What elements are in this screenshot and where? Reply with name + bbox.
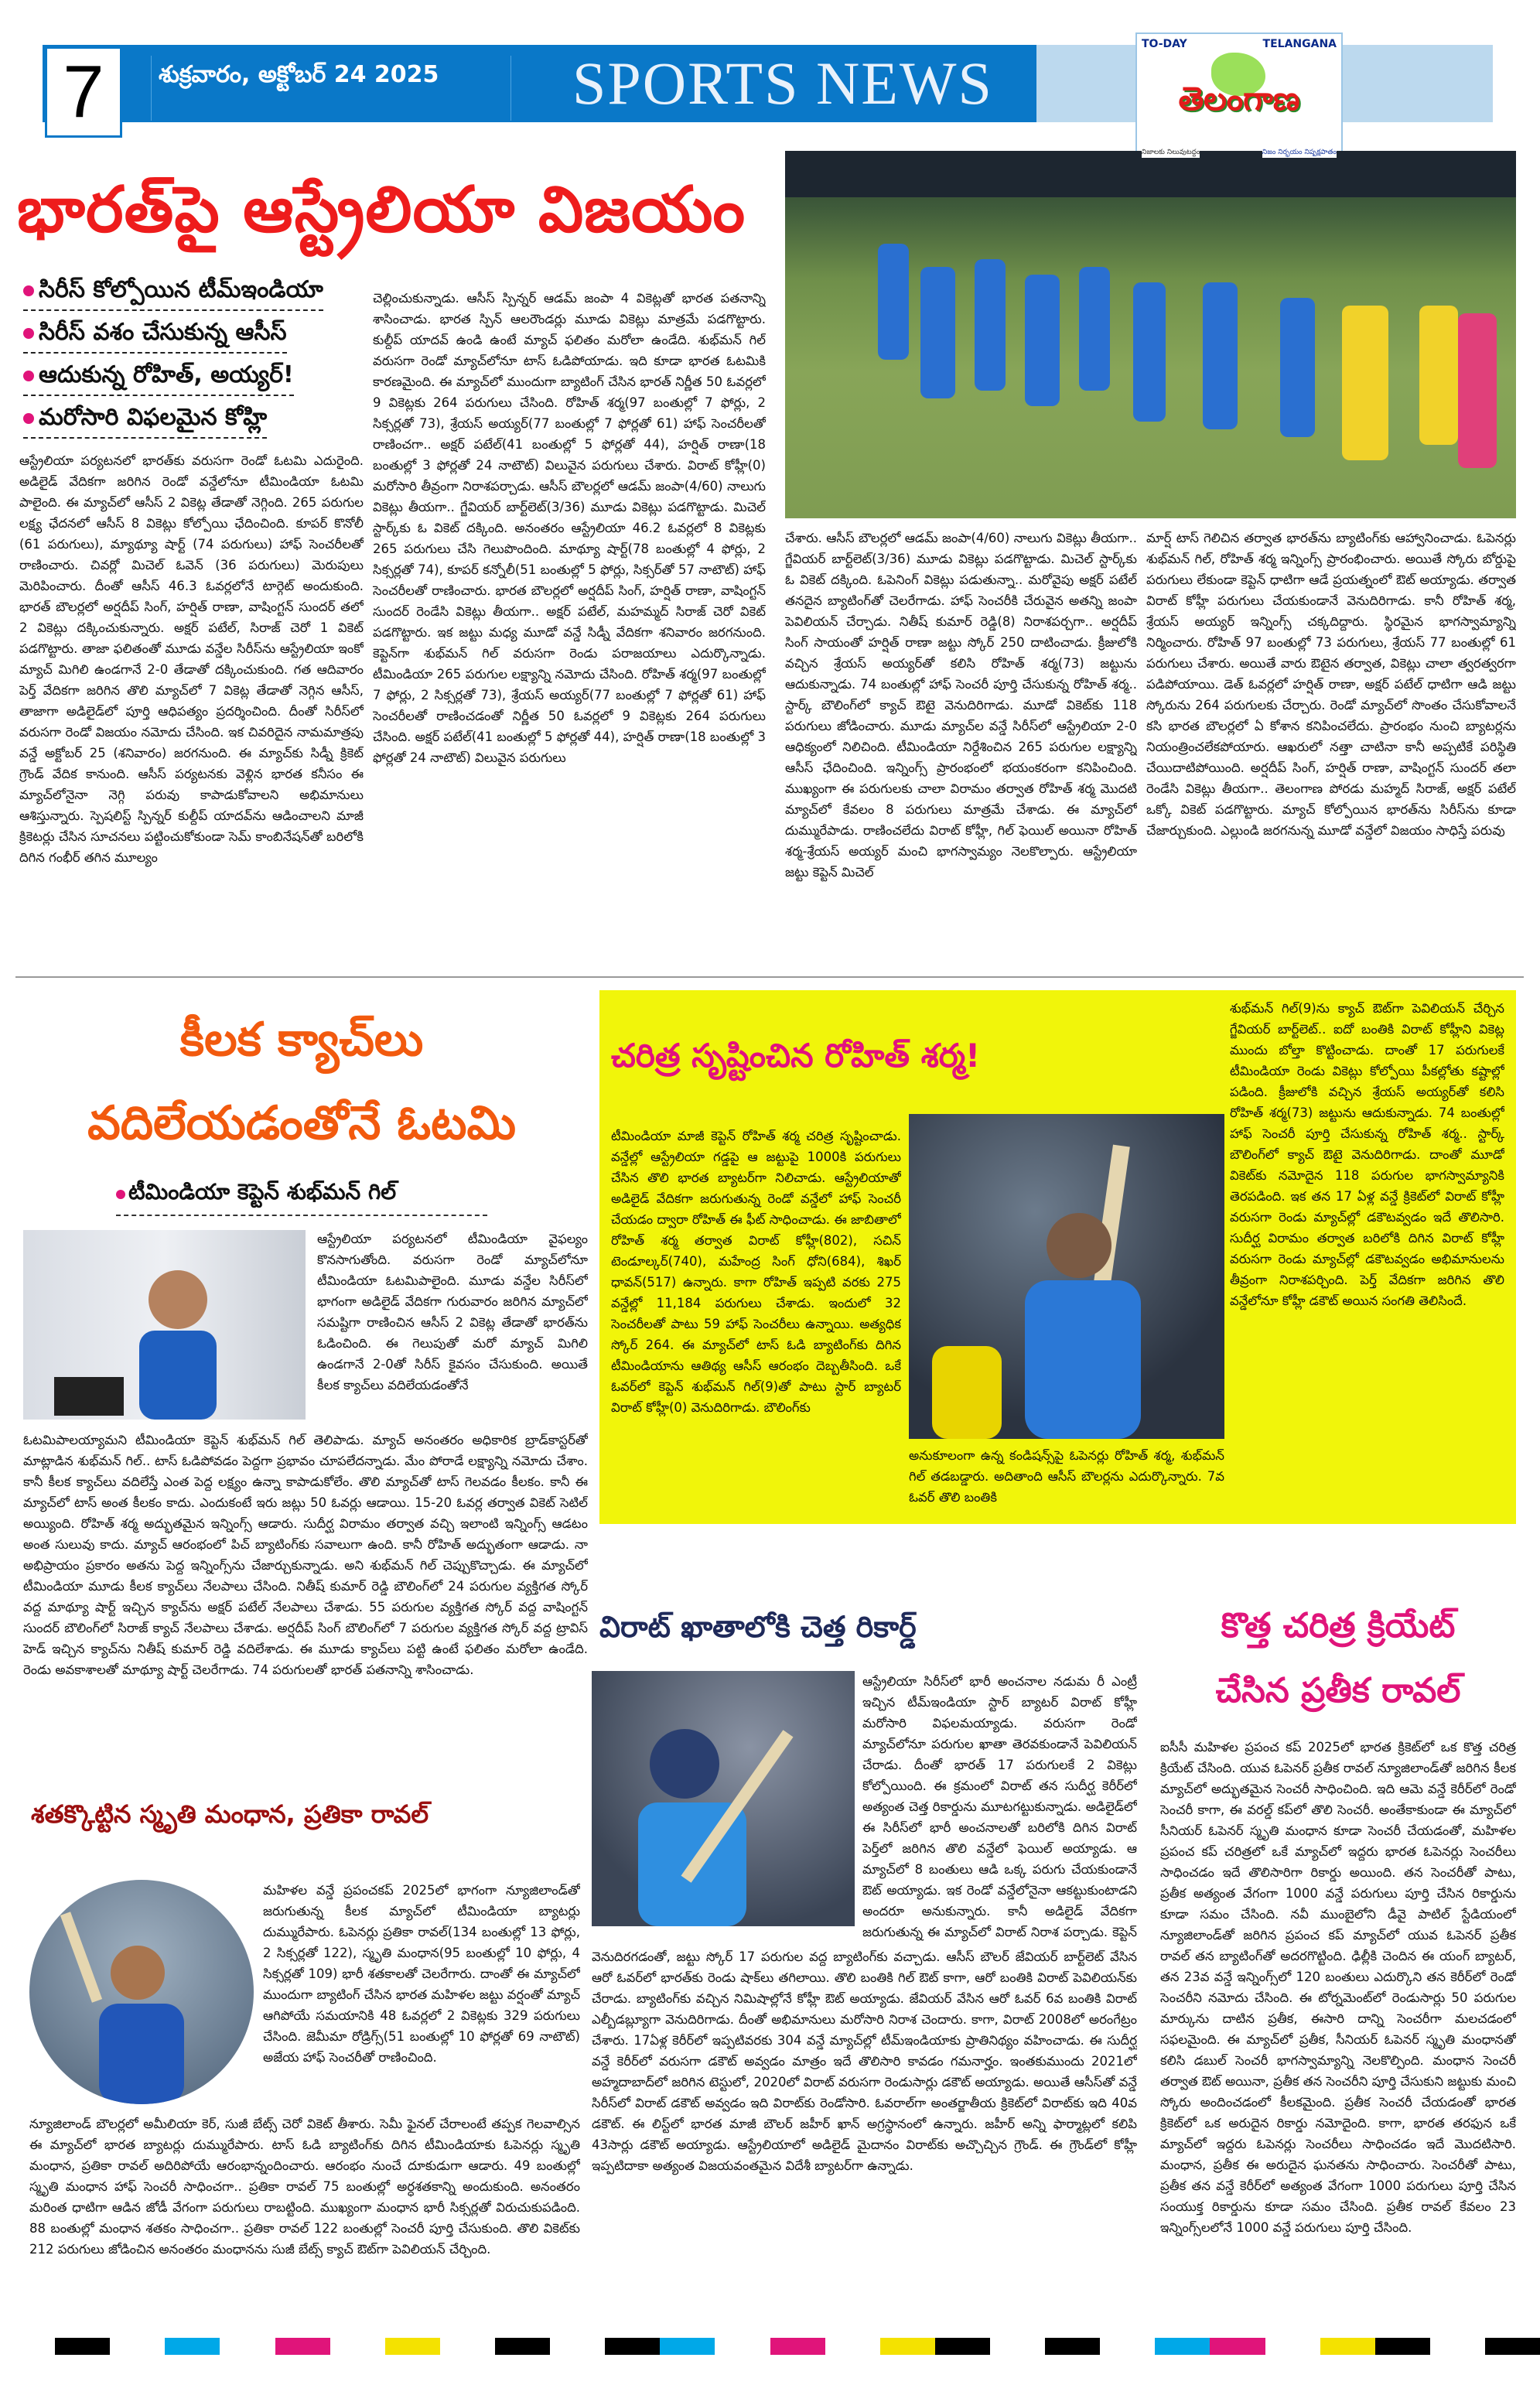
subhead-bullet: ఆదుకున్న రోహిత్, అయ్యర్! — [23, 360, 294, 396]
article-column: శుభ్‌మన్ గిల్(9)ను క్యాచ్ ఔట్‌గా పెవిలియన్ చేర్చిన గ్జేవియర్ బార్ట్‌లెట్.. ఐదో బంతికి విరాట్ కోహ్లీని వికెట్ల ముందు బోల్తా కొట్టించాడు. దాంతో 17 పరుగులకే టీమిండియా రెండు వికెట్లు కోల్పోయి పీకల్లోతు కష్టాల్లో పడింది. క్రీజులోకి వచ్చిన శ్రేయస్ అయ్యర్‌తో కలిసి రోహిత్ శర్మ(73) జట్టును ఆదుకున్నాడు. 74 బంతుల్లో హాఫ్ సెంచరీ పూర్తి చేసుకున్న రోహిత్ శర్మ.. స్టార్క్ బౌలింగ్‌లో క్యాచ్ ఔటై వెనుదిరిగాడు. దాంతో మూడో వికెట్‌కు నమోదైన 118 పరుగుల భాగస్వామ్యానికి తెరపడింది. ఇక తన 17 ఏళ్ల వన్డే క్రికెట్‌లో విరాట్ కోహ్లీ వరుసగా రెండు మ్యాచ్‌ల్లో డకౌటవ్వడం ఇదే తొలిసారి. సుదీర్ఘ విరామం తర్వాత బరిలోకి దిగిన విరాట్ కోహ్లీ వరుసగా రెండు మ్యాచ్‌ల్లో డకౌటవ్వడం అభిమానులను తీవ్రంగా నిరాశపర్చింది. పెర్త్ వేదికగా జరిగిన తొలి వన్డేలోనూ కోహ్లీ డకౌట్ అయిన సంగతి తెలిసిందే. — [1230, 1001, 1504, 1308]
article-column: న్యూజిలాండ్ బౌలర్లలో అమీలియా కెర్, సుజీ బేట్స్ చెరో వికెట్ తీశారు. సెమీ ఫైనల్ చేరాలంటే తప్పక గెలవాల్సిన ఈ మ్యాచ్‌లో భారత బ్యాటర్లు దుమ్మురేపారు. టాస్ ఓడి బ్యాటింగ్‌కు దిగిన టీమిండియాకు ఓపెనర్లు స్మృతి మంధాన, ప్రతికా రావల్ అదిరిపోయే ఆరంభాన్నందించారు. ఆరంభం నుంచే దూకుడుగా ఆడారు. 49 బంతుల్లో స్మృతి మంధాన హాఫ్ సెంచరీ సాధించగా.. ప్రతికా రావల్ 75 బంతుల్లో అర్ధశతకాన్ని అందుకుంది. అనంతరం మరింత ధాటిగా ఆడిన జోడీ వేగంగా పరుగులు రాబట్టింది. ముఖ్యంగా మంధాన భారీ సిక్సర్లతో విరుచుకుపడింది. 88 బంతుల్లో మంధాన శతకం సాధించగా.. ప్రతికా రావల్ 122 బంతుల్లో సెంచరీ పూర్తి చేసుకుంది. తొలి వికెట్‌కు 212 పరుగులు జోడించిన అనంతరం మంధానను సుజీ బేట్స్ క్యాచ్ ఔట్‌గా పెవిలియన్ చేర్చింది. — [29, 2117, 580, 2257]
logo-tagline: నిజాలకు నిలువుటద్దం — [1142, 149, 1200, 156]
article-column: ఆస్ట్రేలియా పర్యటనలో భారత్‌కు వరుసగా రెండో ఓటమి ఎదురైంది. అడిలైడ్ వేదికగా జరిగిన రెండో వన్డేలోనూ టీమిండియా ఓటమి పాలైంది. ఈ మ్యాచ్‌లో ఆసీస్ 2 వికెట్ల తేడాతో నెగ్గింది. 265 పరుగుల లక్ష్య ఛేదనలో ఆసీస్ 8 వికెట్లు కోల్పోయి ఛేదించింది. కూపర్ కొనోలీ (61 పరుగులు), మ్యాథ్యూ షార్ట్ (74 పరుగులు) హాఫ్ సెంచరీలతో రాణించారు. చివర్లో మిచెల్ ఓవెన్ (36 పరుగులు) మెరుపులు మెరిపించారు. దీంతో ఆసీస్ 46.3 ఓవర్లలోనే టార్గెట్ అందుకుంది. భారత్ బౌలర్లలో అర్షదీప్ సింగ్, హర్షిత్ రాణా, వాషింగ్టన్ సుందర్ తలో 2 వికెట్లు దక్కించుకున్నారు. అక్షర్ పటేల్, సిరాజ్ చెరో 1 వికెట్ పడగొట్టారు. తాజా ఫలితంతో మూడు వన్డేల సిరీస్‌ను ఆస్ట్రేలియా ఇంకో మ్యాచ్ మిగిలి ఉండగానే 2-0 తేడాతో దక్కించుకుంది. గత ఆదివారం పెర్త్ వేదికగా జరిగిన తొలి మ్యాచ్‌లో 7 వికెట్ల తేడాతో నెగ్గిన ఆసీస్, తాజాగా అడిలైడ్‌లో పూర్తి ఆధిపత్యం ప్రదర్శించింది. దీంతో సిరీస్‌లో వరుసగా రెండో విజయం నమోదు చేసింది. ఇక చివరిదైన నామమాత్రపు వన్డే అక్టోబర్ 25 (శనివారం) జరగనుంది. ఈ మ్యాచ్‌కు సిడ్నీ క్రికెట్ గ్రౌండ్ వేదిక కానుంది. ఆసీస్ పర్యటనకు వెళ్లిన భారత కనీసం ఈ మ్యాచ్‌లోనైనా నెగ్గి పరువు కాపాడుకోవాలని అభిమానులు ఆశిస్తున్నారు. స్పెషలిస్ట్ స్పిన్నర్ కుల్దీప్ యాదవ్‌ను ఆడించాలని మాజీ క్రికెటర్లు చేసిన సూచనలు పట్టించుకోకుండా సెమ్ కాంబినేషన్‌తో బరిలోకి దిగిన గంభీర్ తగిన మూల్యం — [19, 453, 364, 865]
article-column: వెనుదిరగడంతో, జట్టు స్కోర్ 17 పరుగుల వద్ద బ్యాటింగ్‌కు వచ్చాడు. ఆసీస్ బౌలర్ జేవియర్ బార్ట్‌లెట్ వేసిన ఆరో ఓవర్‌లో భారత్‌కు రెండు షాక్‌లు తగిలాయి. తొలి బంతికి గిల్ ఔట్ కాగా, ఆరో బంతికి విరాట్ పెవిలియన్‌కు చేరాడు. బ్యాటింగ్‌కు వచ్చిన నిమిషాల్లోనే కోహ్లీ ఔట్ అయ్యాడు. జేవియర్ వేసిన ఆరో ఓవర్ 6వ బంతికి విరాట్ ఎల్బీడబ్ల్యూగా వెనుదిరిగాడు. దీంతో అభిమానులు మరోసారి నిరాశ చెందారు. కాగా, విరాట్ 2008లో అరంగేట్రం చేశారు. 17ఏళ్ల కెరీర్‌లో ఇప్పటివరకు 304 వన్డే మ్యాచ్‌ల్లో టీమ్‌ఇండియాకు ప్రాతినిథ్యం వహించాడు. ఈ సుదీర్ఘ వన్డే కెరీర్‌లో వరుసగా డకౌట్ అవ్వడం మాత్రం ఇదే తొలిసారి కావడం గమనార్హం. ఇంతకుముందు 2021లో అహ్మదాబాద్‌లో జరిగిన టెస్టులో, 2020లో విరాట్ వరుసగా రెండుసార్లు డకౌట్ అయ్యాడు. అయితే ఆసీస్‌తో వన్డే సిరీస్‌లో విరాట్ డకౌట్ అవ్వడం ఇది విరాట్‌కు రెండోసారి. ఓవరాల్‌గా అంతర్జాతీయ క్రికెట్‌లో విరాట్‌కు ఇది 40వ డకౌట్. ఈ లిస్ట్‌లో భారత మాజీ బౌలర్ జహీర్ ఖాన్ అగ్రస్థానంలో ఉన్నారు. జహీర్ అన్ని ఫార్మాట్లలో కలిపి 43సార్లు డకౌట్ అయ్యాడు. ఆస్ట్రేలియాలో అడిలైడ్ మైదానం విరాట్‌కు అచ్చొచ్చిన గ్రౌండ్. ఈ గ్రౌండ్‌లో కోహ్లీ ఇప్పటిదాకా అత్యంత విజయవంతమైన విదేశీ బ్యాటర్‌గా ఉన్నాడు. — [592, 1949, 1137, 2173]
photo-rohit-sharma — [909, 1114, 1224, 1439]
section-title: SPORTS NEWS — [572, 50, 993, 117]
headline-line: వదిలేయడంతోనే ఓటమి — [87, 1096, 516, 1150]
article-column: అనుకూలంగా ఉన్న కండిషన్స్‌పై ఓపెనర్లు రోహిత్ శర్మ, శుభ్‌మన్ గిల్ తడబడ్డారు. అదితాంది ఆసీస్ బౌలర్లను ఎదుర్కొన్నారు. 7వ ఓవర్ తొలి బంతికి — [909, 1448, 1224, 1505]
logo-text: TELANGANA — [1262, 38, 1337, 50]
virat-illustration — [592, 1671, 855, 1926]
article-column: ఐసీసీ మహిళల ప్రపంచ కప్ 2025లో భారత క్రికెట్‌లో ఒక కొత్త చరిత్ర క్రియేట్ చేసింది. యువ ఓపెనర్ ప్రతీక రావల్ న్యూజిలాండ్‌తో జరిగిన కీలక మ్యాచ్‌లో అద్భుతమైన సెంచరీ సాధించింది. ఇది ఆమె వన్డే కెరీర్‌లో రెండో సెంచరీ కాగా, ఈ వరల్డ్ కప్‌లో తొలి సెంచరీ. అంతేకాకుండా ఈ మ్యాచ్‌లో సీనియర్ ఓపెనర్ స్మృతి మంధాన కూడా సెంచరీ చేయడంతో, మహిళల ప్రపంచ కప్ చరిత్రలో ఒకే మ్యాచ్‌లో ఇద్దరు భారత ఓపెనర్లు సెంచరీలు సాధించడం ఇదే తొలిసారిగా రికార్డు అయింది. తన సెంచరీతో పాటు, ప్రతీక అత్యంత వేగంగా 1000 వన్డే పరుగులు పూర్తి చేసిన రికార్డును కూడా సమం చేసింది. నవీ ముంబైలోని డీవై పాటిల్ స్టేడియంలో న్యూజిలాండ్‌తో జరిగిన ప్రపంచ కప్ మ్యాచ్‌లో యువ ఓపెనర్ ప్రతీక రావల్ తన బ్యాటింగ్‌తో అదరగొట్టింది. ఢిల్లీకి చెందిన ఈ యంగ్ బ్యాటర్, తన 23వ వన్డే ఇన్నింగ్స్‌లో 120 బంతులు ఎదుర్కొని తన కెరీర్‌లో రెండో సెంచరీని నమోదు చేసింది. ఈ టోర్నమెంట్‌లో రెండుసార్లు 50 పరుగుల మార్కును దాటిన ప్రతీక, ఈసారి దాన్ని సెంచరీగా మలచడంలో సఫలమైంది. ఈ మ్యాచ్‌లో ప్రతీక, సీనియర్ ఓపెనర్ స్మృతి మంధానతో కలిసి డబుల్ సెంచరీ భాగస్వామ్యాన్ని నెలకొల్పింది. మంధాన సెంచరీ తర్వాత ఔట్ అయినా, ప్రతీక తన సెంచరీని పూర్తి చేసుకుని జట్టుకు మంచి స్కోరు అందించడంలో కీలకమైంది. ప్రతీక సెంచరీ చేయడంతో భారత క్రికెట్‌లో ఒక అరుదైన రికార్డు నమోదైంది. కాగా, భారత తరఫున ఒకే మ్యాచ్‌లో ఇద్దరు ఓపెనర్లు సెంచరీలు సాధించడం ఇదే మొదటిసారి. మంధాన, ప్రతీక ఈ అరుదైన ఘనతను సాధించారు. సెంచరీతో పాటు, ప్రతీక తన వన్డే కెరీర్‌లో అత్యంత వేగంగా 1000 పరుగులు పూర్తి చేసిన సంయుక్త రికార్డును కూడా సమం చేసింది. ప్రతీక రావల్ కేవలం 23 ఇన్నింగ్స్‌లలోనే 1000 వన్డే పరుగులు పూర్తి చేసింది. — [1160, 1740, 1516, 2235]
main-headline: భారత్‌పై ఆస్ట్రేలియా విజయం — [17, 173, 746, 247]
logo-bottom-row — [1142, 147, 1337, 158]
logo-center — [1142, 51, 1337, 147]
newspaper-logo — [1135, 32, 1343, 162]
subhead-bullet: సిరీస్ వశం చేసుకున్న ఆసీస్ — [23, 317, 287, 354]
logo-name: తెలంగాణ — [1178, 80, 1300, 118]
smriti-illustration — [29, 1880, 254, 2104]
article-column: టీమిండియా మాజీ కెప్టెన్ రోహిత్ శర్మ చరిత్ర సృష్టించాడు. వన్డేల్లో ఆస్ట్రేలియా గడ్డపై ఆ జట్టుపై 1000కి పరుగులు చేసిన తొలి భారత బ్యాటర్‌గా నిలిచాడు. ఆస్ట్రేలియాతో అడిలైడ్ వేదికగా జరుగుతున్న రెండో వన్డేలో హాఫ్ సెంచరీ చేయడం ద్వారా రోహిత్ ఈ ఫీట్ సాధించాడు. ఈ జాబితాలో రోహిత్ శర్మ తర్వాత విరాట్ కోహ్లీ(802), సచిన్ టెండూల్కర్(740), మహేంద్ర సింగ్ ధోని(684), శిఖర్ ధావన్(517) ఉన్నారు. కాగా రోహిత్ ఇప్పటి వరకు 275 వన్డేల్లో 11,184 పరుగులు చేశాడు. ఇందులో 32 సెంచరీలతో పాటు 59 హాఫ్ సెంచరీలు ఉన్నాయి. అత్యధిక స్కోర్ 264. ఈ మ్యాచ్‌లో టాస్ ఓడి బ్యాటింగ్‌కు దిగిన టీమిండియాను ఆతిథ్య ఆసీస్ ఆరంభం దెబ్బతీసింది. ఒకే ఓవర్‌లో కెప్టెన్ శుభ్‌మన్ గిల్(9)తో పాటు స్టార్ బ్యాటర్ విరాట్ కోహ్లీ(0) వెనుదిరిగాడు. బౌలింగ్‌కు — [611, 1129, 901, 1415]
gill-illustration — [23, 1230, 306, 1420]
article-column: ఓటమిపాలయ్యామని టీమిండియా కెప్టెన్ శుభ్‌మన్ గిల్ తెలిపాడు. మ్యాచ్ అనంతరం అధికారిక బ్రాడ్‌కాస్టర్‌తో మాట్లాడిన శుభ్‌మన్ గిల్.. టాస్ ఓడిపోవడం పెద్దగా ప్రభావం చూపలేదన్నాడు. మేం పోరాడే లక్ష్యాన్ని నమోదు చేశాం. కానీ కీలక క్యాచ్‌లు వదిలేస్తే ఎంత పెద్ద లక్ష్యం ఉన్నా కాపాడుకోలేం. తొలి మ్యాచ్‌తో టాస్ గెలవడం కీలకం. కానీ ఈ మ్యాచ్‌లో టాస్ అంత కీలకం కాదు. ఎందుకంటే ఇరు జట్లు 50 ఓవర్లు ఆడాయి. 15-20 ఓవర్ల తర్వాత వికెట్ సెటిల్ అయ్యింది. రోహిత్ శర్మ అద్భుతమైన ఇన్నింగ్స్ ఆడారు. సుదీర్ఘ విరామం తర్వాత వచ్చి ఇలాంటి ఇన్నింగ్స్ ఆడటం అంత సులువు కాదు. మ్యాచ్ ఆరంభంలో పిచ్ బ్యాటింగ్‌కు సవాలుగా ఉంది. కానీ రోహిత్ అద్భుతంగా ఆడాడు. నా అభిప్రాయం ప్రకారం అతను పెద్ద ఇన్నింగ్స్‌ను చేజార్చుకున్నాడు. అని శుభ్‌మన్ గిల్ చెప్పుకొచ్చాడు. ఈ మ్యాచ్‌లో టీమిండియా మూడు కీలక క్యాచ్‌లు నేలపాలు చేసింది. నితీష్ కుమార్ రెడ్డి బౌలింగ్‌లో 24 పరుగుల వ్యక్తిగత స్కోర్ వద్ద మాథ్యూ షార్ట్ ఇచ్చిన క్యాచ్‌ను అక్షర్ పటేల్ నేలపాలు చేశాడు. 55 పరుగుల వ్యక్తిగత స్కోర్ వద్ద వాషింగ్టన్ సుందర్ బౌలింగ్‌లో సిరాజ్ క్యాచ్ నేలపాలు చేశాడు. అర్షదీప్ సింగ్ బౌలింగ్‌లో 7 పరుగుల వ్యక్తిగత స్కోర్ వద్ద ట్రావిస్ హెడ్ ఇచ్చిన క్యాచ్‌ను నితీష్ కుమార్ రెడ్డి వదిలేశాడు. ఈ మూడు క్యాచ్‌లు పట్టి ఉంటే ఫలితం మరోలా ఉండేది. రెండు అవకాశాలతో మాథ్యూ షార్ట్ చెలరేగాడు. 74 పరుగులతో భారత్ పతనాన్ని శాసించాడు. — [23, 1433, 588, 1677]
headline-line: కీలక క్యాచ్‌లు — [179, 1013, 424, 1067]
print-color-bars — [0, 2338, 1540, 2355]
headline-line: చేసిన ప్రతీక రావల్ — [1215, 1671, 1461, 1710]
subhead-gill: టీమిండియా కెప్టెన్ శుభ్‌మన్ గిల్ — [116, 1176, 396, 1208]
logo-text: TO-DAY — [1142, 38, 1187, 50]
divider — [116, 1215, 487, 1216]
divider — [510, 56, 511, 121]
section-divider — [15, 976, 1524, 978]
headline-line: కొత్త చరిత్ర క్రియేట్ — [1221, 1606, 1456, 1645]
headline-smriti-pratika: శతక్కొట్టిన స్మృతి మంధాన, ప్రతికా రావల్ — [31, 1799, 429, 1829]
article-column: ఆస్ట్రేలియా పర్యటనలో టీమిండియా వైఫల్యం కొనసాగుతోంది. వరుసగా రెండో మ్యాచ్‌లోనూ టీమిండియా ఓటమిపాలైంది. మూడు వన్డేల సిరీస్‌లో భాగంగా అడిలైడ్ వేదికగా గురువారం జరిగిన మ్యాచ్‌లో సమష్టిగా రాణించిన ఆసీస్ 2 వికెట్ల తేడాతో భారత్‌ను ఓడించింది. ఈ గెలుపుతో మరో మ్యాచ్ మిగిలి ఉండగానే 2-0తో సిరీస్ కైవసం చేసుకుంది. అయితే కీలక క్యాచ్‌లు వదిలేయడంతోనే — [317, 1232, 588, 1392]
article-column: మార్ష్ టాస్ గెలిచిన తర్వాత భారత్‌ను బ్యాటింగ్‌కు ఆహ్వానించాడు. ఓపెనర్లు శుభ్‌మన్ గిల్, రోహిత్ శర్మ ఇన్నింగ్స్ ప్రారంభించారు. అయితే స్కోరు బోర్డుపై పరుగులు లేకుండా కెప్టెన్ ధాటిగా ఆడే ప్రయత్నంలో ఔట్ అయ్యాడు. తర్వాత విరాట్ కోహ్లీ పరుగులు చేయకుండానే వెనుదిరిగాడు. కానీ రోహిత్ శర్మ, శ్రేయస్ అయ్యర్ ఇన్నింగ్స్ చక్కదిద్దారు. స్థిరమైన భాగస్వామ్యాన్ని నిర్మించారు. రోహిత్ 97 బంతుల్లో 73 పరుగులు, శ్రేయస్ 77 బంతుల్లో 61 పరుగులు చేశారు. అయితే వారు ఔటైన తర్వాత, వికెట్లు చాలా త్వరత్వరగా పడిపోయాయి. డెత్ ఓవర్లలో హర్షిత్ రాణా, అక్షర్ పటేల్ ధాటిగా ఆడి జట్టు స్కోరును 264 పరుగులకు చేర్చారు. రెండో మ్యాచ్‌లో సొంతం చేసుకోవాలనే కసి భారత బౌలర్లలో ఏ కోశాన కనిపించలేదు. ప్రారంభం నుంచి బ్యాటర్లను నియంత్రించలేకపోయారు. ఆఖరులో నత్తా చాటినా కానీ అప్పటికే పరిస్థితి చేయిదాటిపోయింది. అర్షదీప్ సింగ్, హర్షిత్ రాణా, వాషింగ్టన్ సుందర్ తలా రెండేసి వికెట్లు తీయగా.. తెలంగాణ పోరడు మహ్మద్ సిరాజ్, అక్షర్ పటేల్ ఒక్కో వికెట్ పడగొట్టారు. మ్యాచ్ కోల్పోయిన భారత్‌ను సిరీస్‌ను కూడా చేజార్చుకుంది. ఎల్లుండి జరగనున్న మూడో వన్డేలో విజయం సాధిస్తే పరువు — [1146, 531, 1516, 838]
issue-date: శుక్రవారం, అక్టోబర్ 24 2025 — [159, 61, 439, 88]
players-illustration — [785, 151, 1516, 518]
photo-smriti-mandhana — [29, 1880, 254, 2104]
divider — [151, 56, 152, 121]
headline-catches — [15, 998, 588, 1165]
logo-top-row — [1142, 37, 1337, 51]
subhead-bullet: సిరీస్ కోల్పోయిన టీమ్‌ఇండియా — [23, 275, 323, 311]
page-number: 7 — [45, 46, 122, 138]
article-column: మహిళల వన్డే ప్రపంచకప్ 2025లో భాగంగా న్యూజిలాండ్‌తో జరుగుతున్న కీలక మ్యాచ్‌లో టీమిండియా బ్యాటర్లు దుమ్మురేపారు. ఓపెనర్లు ప్రతికా రావల్(134 బంతుల్లో 13 ఫోర్లు, 2 సిక్సర్లతో 122), స్మృతి మంధాన(95 బంతుల్లో 10 ఫోర్లు, 4 సిక్సర్లతో 109) భారీ శతకాలతో చెలరేగారు. దాంతో ఈ మ్యాచ్‌లో ముందుగా బ్యాటింగ్ చేసిన భారత మహిళల జట్టు వర్షంతో మ్యాచ్ ఆగిపోయే సమయానికి 48 ఓవర్లలో 2 వికెట్లకు 329 పరుగులు చేసింది. జెమీమా రోడ్రిగ్స్(51 బంతుల్లో 10 ఫోర్లతో 69 నాటౌట్) అజేయ హాఫ్ సెంచరీతో రాణించింది. — [263, 1883, 580, 2065]
article-column: ఆస్ట్రేలియా సిరీస్‌లో భారీ అంచనాల నడుమ రీ ఎంట్రీ ఇచ్చిన టీమ్‌ఇండియా స్టార్ బ్యాటర్ విరాట్ కోహ్లీ మరోసారి విఫలమయ్యాడు. వరుసగా రెండో మ్యాచ్‌లోనూ పరుగుల ఖాతా తెరవకుండానే పెవిలియన్ చేరాడు. దీంతో భారత్ 17 పరుగులకే 2 వికెట్లు కోల్పోయింది. ఈ క్రమంలో విరాట్ తన సుదీర్ఘ కెరీర్‌లో అత్యంత చెత్త రికార్డును మూటగట్టుకున్నాడు. అడిలైడ్‌లో ఈ సిరీస్‌లో భారీ అంచనాలతో బరిలోకి దిగిన విరాట్ పెర్త్‌లో జరిగిన తొలి వన్డేలో ఫెయిల్ అయ్యాడు. ఆ మ్యాచ్‌లో 8 బంతులు ఆడి ఒక్క పరుగు చేయకుండానే ఔట్ అయ్యాడు. ఇక రెండో వన్డేలోనైనా ఆకట్టుకుంటాడని అందరూ అనుకున్నారు. కానీ అడిలైడ్ వేదికగా జరుగుతున్న ఈ మ్యాచ్‌లో విరాట్ నిరాశ పర్చాడు. కెప్టెన్ — [862, 1674, 1137, 1939]
rohit-illustration — [909, 1114, 1224, 1439]
logo-tagline: నిజం నిర్భయం నిష్పక్షపాతం — [1262, 149, 1337, 156]
article-column: చెల్లించుకున్నాడు. ఆసీస్ స్పిన్నర్ ఆడమ్ జంపా 4 వికెట్లతో భారత పతనాన్ని శాసించాడు. భారత స్పిన్ ఆలరౌండర్లు మూడు వికెట్లు మాత్రమే పడగొట్టారు. కుల్దీప్ యాదవ్ ఉండి ఉంటే మ్యాచ్ ఫలితం మరోలా ఉండేది. శుభ్‌మన్ గిల్ వరుసగా రెండో మ్యాచ్‌లోనూ టాస్ ఓడిపోయాడు. ఇది కూడా భారత ఓటమికి కారణమైంది. ఈ మ్యాచ్‌లో ముందుగా బ్యాటింగ్ చేసిన భారత్ నిర్ణీత 50 ఓవర్లలో 9 వికెట్లకు 264 పరుగులు చేసింది. రోహిత్ శర్మ(97 బంతుల్లో 7 ఫోర్లు, 2 సిక్సర్లతో 73), శ్రేయస్ అయ్యర్(77 బంతుల్లో 7 ఫోర్లతో 61) హాఫ్ సెంచరీలతో రాణించగా.. అక్షర్ పటేల్(41 బంతుల్లో 5 ఫోర్లతో 44), హర్షిత్ రాణా(18 బంతుల్లో 3 ఫోర్లతో 24 నాటౌట్) విలువైన పరుగులు చేశారు. విరాట్ కోహ్లీ(0) మరోసారి తీవ్రంగా నిరాశపర్చాడు. ఆసీస్ బౌలర్లలో ఆడమ్ జంపా(4/60) నాలుగు వికెట్లు తీయగా.. గ్జేవియర్ బార్ట్‌లెట్(3/36) మూడు వికెట్లు పడగొట్టాడు. మిచెల్ స్టార్క్‌కు ఓ వికెట్ దక్కింది. అనంతరం ఆస్ట్రేలియా 46.2 ఓవర్లలో 8 వికెట్లకు 265 పరుగులు చేసి గెలుపొందింది. మాథ్యూ షార్ట్(78 బంతుల్లో 4 ఫోర్లు, 2 సిక్సర్లతో 74), కూపర్ కన్నోలీ(51 బంతుల్లో 5 ఫోర్లు, సిక్సర్‌తో 57 నాటౌట్) హాఫ్ సెంచరీలతో రాణించారు. భారత బౌలర్లలో అర్షదీప్ సింగ్, హర్షిత్ రాణా, వాషింగ్టన్ సుందర్ రెండేసి వికెట్లు తీయగా.. అక్షర్ పటేల్, మహమ్మద్ సిరాజ్ చెరో వికెట్ పడగొట్టారు. ఇక జట్టు మధ్య మూడో వన్డే సిడ్నీ వేదికగా శనివారం జరగనుంది. కెప్టెన్‌గా శుభ్‌మన్ గిల్ వరుసగా రెండు పరాజయాలు ఎదుర్కొన్నాడు. టీమిండియా 265 పరుగుల లక్ష్యాన్ని నమోదు చేసింది. రోహిత్ శర్మ(97 బంతుల్లో 7 ఫోర్లు, 2 సిక్సర్లతో 73), శ్రేయస్ అయ్యర్(77 బంతుల్లో 7 ఫోర్లతో 61) హాఫ్ సెంచరీలతో రాణించడంతో నిర్ణీత 50 ఓవర్లలో 9 వికెట్లకు 264 పరుగులు చేసింది. అక్షర్ పటేల్(41 బంతుల్లో 5 ఫోర్లతో 44), హర్షిత్ రాణా(18 బంతుల్లో 3 ఫోర్లతో 24 నాటౌట్) విలువైన పరుగులు — [373, 291, 766, 765]
headline-virat: విరాట్ ఖాతాలోకి చెత్త రికార్డ్ — [599, 1610, 917, 1644]
article-column: చేశారు. ఆసీస్ బౌలర్లలో ఆడమ్ జంపా(4/60) నాలుగు వికెట్లు తీయగా.. గ్జేవియర్ బార్ట్‌లెట్(3/36) మూడు వికెట్లు పడగొట్టాడు. మిచెల్ స్టార్క్‌కు ఓ వికెట్ దక్కింది. ఓపెనింగ్ వికెట్లు పడుతున్నా.. మరోవైపు అక్షర్ పటేల్ తనదైన బ్యాటింగ్‌తో చెలరేగాడు. హాఫ్ సెంచరీకి చేరువైన అతన్ని జంపా పెవిలియన్ చేర్చాడు. నితీష్ కుమార్ రెడ్డి(8) నిరాశపర్చగా.. అర్షదీప్ సింగ్ సాయంతో హర్షిత్ రాణా జట్టు స్కోర్ 250 దాటించాడు. క్రీజులోకి వచ్చిన శ్రేయస్ అయ్యర్‌తో కలిసి రోహిత్ శర్మ(73) జట్టును ఆదుకున్నాడు. 74 బంతుల్లో హాఫ్ సెంచరీ పూర్తి చేసుకున్న రోహిత్ శర్మ.. స్టార్క్ బౌలింగ్‌లో క్యాచ్ ఔటై వెనుదిరిగాడు. మూడో వికెట్‌కు 118 పరుగులు జోడించారు. మూడు మ్యాచ్‌ల వన్డే సిరీస్‌లో ఆస్ట్రేలియా 2-0 ఆధిక్యంలో నిలిచింది. టీమిండియా నిర్దేశించిన 265 పరుగుల లక్ష్యాన్ని ఆసీస్ ఛేదించింది. ఇన్నింగ్స్ ప్రారంభంలో భయంకరంగా కనిపించింది. ముఖ్యంగా ఈ పరుగులకు చాలా విరామం తర్వాత రోహిత్ శర్మ మొదటి మ్యాచ్‌లో కేవలం 8 పరుగులు మాత్రమే చేశాడు. ఈ మ్యాచ్‌లో దుమ్మురేపాడు. రాణించలేదు విరాట్ కోహ్లీ, గిల్ ఫెయిల్ అయినా రోహిత్ శర్మ-శ్రేయస్ అయ్యర్ మంచి భాగస్వామ్యం నెలకొల్పారు. ఆస్ట్రేలియా జట్టు కెప్టెన్ మిచెల్ — [785, 531, 1137, 880]
photo-india-australia-players — [785, 151, 1516, 518]
subhead-bullet: మరోసారి విఫలమైన కోహ్లి — [23, 402, 267, 439]
headline-rohit: చరిత్ర సృష్టించిన రోహిత్ శర్మ! — [611, 1037, 981, 1075]
photo-virat-kohli — [592, 1671, 855, 1926]
headline-pratika — [1160, 1594, 1516, 1724]
photo-shubman-gill — [23, 1230, 306, 1420]
